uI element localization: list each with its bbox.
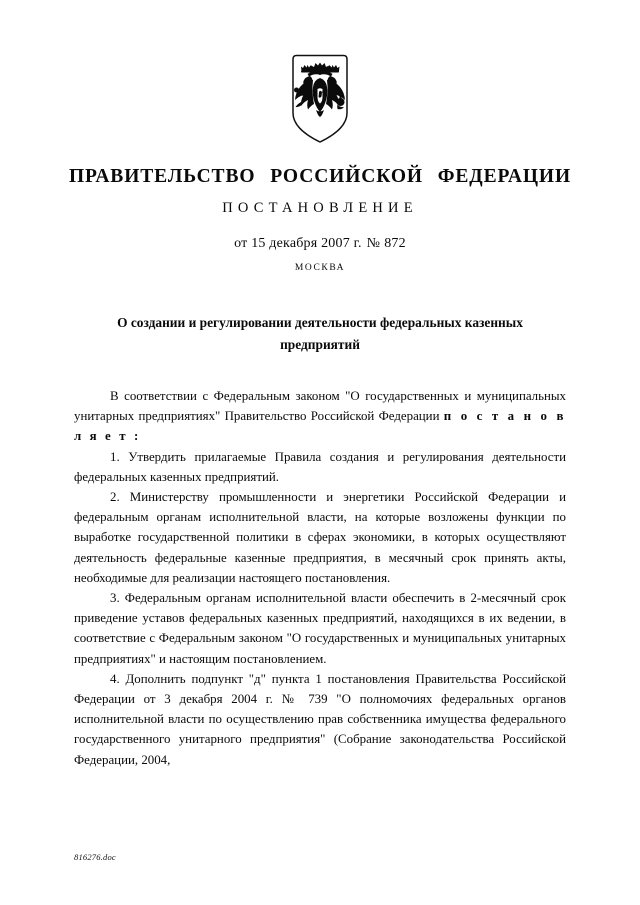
preamble-lead: В соответствии с Федеральным законом "О государственных и муниципальных унитарных предприятиях" Правительство Российской Федерации (74, 389, 566, 424)
document-body (74, 386, 566, 770)
document-city: МОСКВА (294, 262, 346, 273)
footer-file-reference: 816276.doc (74, 852, 116, 862)
document-date-line (0, 236, 640, 251)
document-header (0, 166, 640, 273)
document-subject: О создании и регулировании деятельности федеральных казенных предприятий (117, 315, 523, 352)
document-kind: ПОСТАНОВЛЕНИЕ (222, 200, 418, 217)
organization-title: ПРАВИТЕЛЬСТВО РОССИЙСКОЙ ФЕДЕРАЦИИ (68, 166, 572, 187)
paragraph-item-3: 3. Федеральным органам исполнительной власти обеспечить в 2-месячный срок приведение уставов федеральных казенных предприятий, находящихся в их ведении, в соответствие с Федеральным законом "О государственных и муниципальных унитарных предприятиях" и настоящим постановлением. (74, 591, 566, 666)
paragraph-item-2: 2. Министерству промышленности и энергетики Российской Федерации и федеральным органам исполнительной власти, на которые возложены функции по выработке государственной политики в сферах экономики, в которых осуществляют деятельность федеральные казенные предприятия, в месячный срок принять акты, необходимые для реализации настоящего постановления. (74, 490, 566, 585)
postanovlyaet-emphasis: п о с т а н о в л я е т : (74, 409, 567, 444)
paragraph-item-1: 1. Утвердить прилагаемые Правила создания и регулирования деятельности федеральных казенных предприятий. (74, 449, 566, 484)
russian-coat-of-arms-icon (291, 54, 349, 144)
paragraph-preamble (74, 386, 566, 447)
document-number: 872 (384, 236, 406, 252)
paragraph-item-4: 4. Дополнить подпункт "д" пункта 1 постановления Правительства Российской Федерации от 3 декабря 2004 г. № 739 "О полномочиях федеральных органов исполнительной власти по осуществлению прав собственника имущества федерального государственного унитарного предприятия" (Собрание законодательства Российской Федерации, 2004, (74, 671, 566, 767)
document-date: от 15 декабря 2007 г. (234, 236, 362, 252)
number-sign: № (366, 236, 381, 252)
emblem-container (0, 54, 640, 144)
